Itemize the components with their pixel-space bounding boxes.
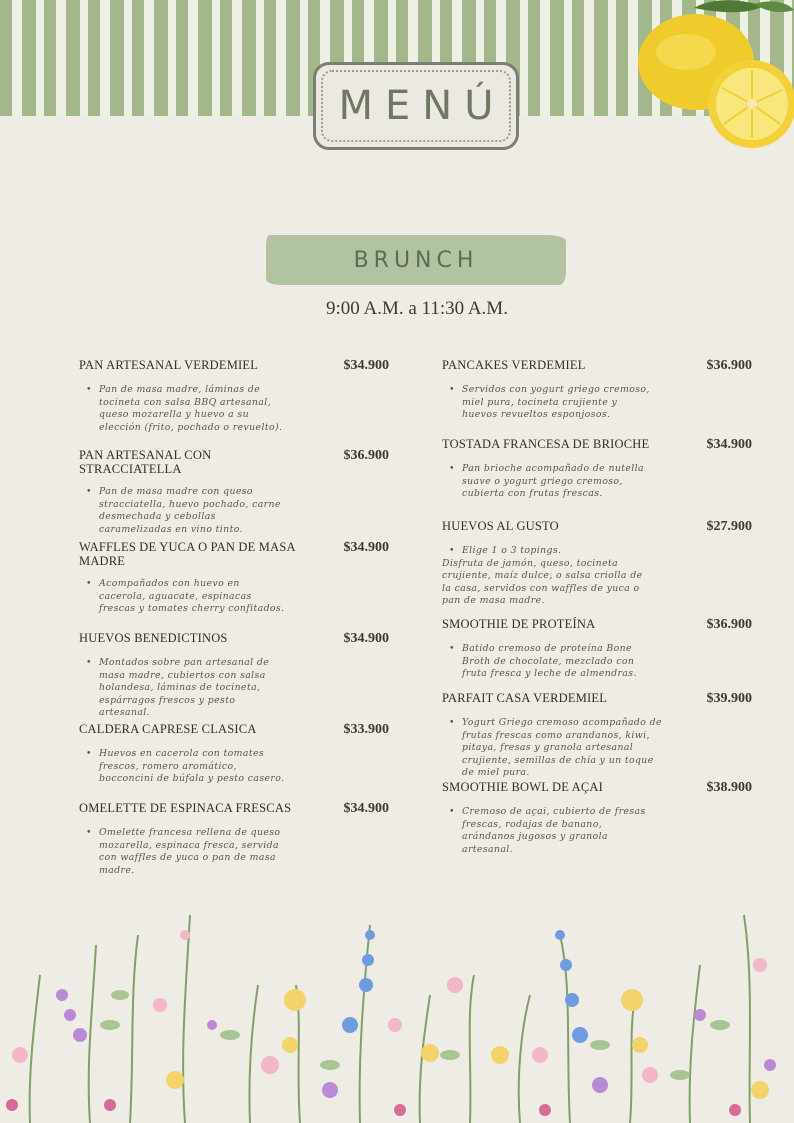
menu-item	[442, 358, 752, 422]
item-description: • Huevos en cacerola con tomates frescos, romero aromático, bocconcini de búfala y pesto casero.	[79, 748, 289, 786]
item-price: $36.900	[343, 448, 389, 463]
item-description: • Servidos con yogurt griego cremoso, miel pura, tocineta crujiente y huevos revueltos esponjosos.	[442, 384, 652, 422]
item-description: • Pan brioche acompañado de nutella suave o yogurt griego cremoso, cubierta con frutas frescas.	[442, 463, 652, 501]
item-description: • Cremoso de açai, cubierto de fresas frescas, rodajas de banano, arándanos jugosos y granola artesanal.	[442, 806, 652, 856]
menu-item	[79, 801, 389, 877]
item-name: OMELETTE DE ESPINACA FRESCAS	[79, 801, 292, 815]
item-price: $36.900	[706, 358, 752, 373]
menu-item	[442, 519, 752, 608]
item-description: • Omelette francesa rellena de queso mozarella, espinaca fresca, servida con waffles de yuca o pan de masa madre.	[79, 827, 289, 877]
item-price: $34.900	[706, 437, 752, 452]
item-name: PARFAIT CASA VERDEMIEL	[442, 691, 608, 705]
item-price: $34.900	[343, 631, 389, 646]
item-name: PAN ARTESANAL CON STRACCIATELLA	[79, 448, 212, 476]
menu-item	[79, 448, 389, 536]
item-name: HUEVOS AL GUSTO	[442, 519, 559, 533]
item-note: Disfruta de jamón, queso, tocineta crujiente, maíz dulce, o salsa criolla de la casa, servidos con waffles de yuca o pan de masa madre.	[442, 557, 643, 607]
item-name: HUEVOS BENEDICTINOS	[79, 631, 228, 645]
item-price: $39.900	[706, 691, 752, 706]
menu-item	[79, 631, 389, 720]
menu-item	[79, 722, 389, 786]
section-title: BRUNCH	[353, 247, 479, 273]
lemon-illustration	[634, 0, 794, 160]
menu-item	[442, 691, 752, 780]
item-name: TOSTADA FRANCESA DE BRIOCHE	[442, 437, 650, 451]
menu-item	[442, 617, 752, 681]
item-price: $36.900	[706, 617, 752, 632]
menu-item	[442, 437, 752, 501]
menu-title-label	[313, 62, 519, 150]
item-price: $33.900	[343, 722, 389, 737]
item-price: $34.900	[343, 801, 389, 816]
item-description: • Yogurt Griego cremoso acompañado de frutas frescas como arandanos, kiwi, pitaya, fresas y granola artesanal crujiente, semillas de chía y un toque de miel pura.	[442, 717, 667, 780]
item-name: PANCAKES VERDEMIEL	[442, 358, 586, 372]
item-description: • Acompañados con huevo en cacerola, aguacate, espinacas frescas y tomates cherry confitados.	[79, 578, 289, 616]
item-name: WAFFLES DE YUCA O PAN DE MASA MADRE	[79, 540, 296, 568]
menu-item	[442, 780, 752, 856]
item-name: SMOOTHIE DE PROTEÍNA	[442, 617, 596, 631]
item-name: CALDERA CAPRESE CLASICA	[79, 722, 257, 736]
item-description: • Batido cremoso de proteína Bone Broth de chocolate, mezclado con fruta fresca y leche de almendras.	[442, 643, 652, 681]
item-description: • Elige 1 o 3 topings.	[442, 545, 652, 558]
wildflower-meadow-illustration	[0, 905, 794, 1123]
item-price: $38.900	[706, 780, 752, 795]
item-price: $34.900	[343, 358, 389, 373]
brunch-section-band	[266, 235, 566, 285]
menu-item	[79, 358, 389, 434]
item-name: SMOOTHIE BOWL DE AÇAI	[442, 780, 604, 794]
item-price: $27.900	[706, 519, 752, 534]
item-description: • Montados sobre pan artesanal de masa madre, cubiertos con salsa holandesa, láminas de tocineta, espárragos frescos y pesto artesanal.	[79, 657, 289, 720]
item-price: $34.900	[343, 540, 389, 555]
item-description: • Pan de masa madre, láminas de tocineta con salsa BBQ artesanal, queso mozarella y huevo a su elección (frito, pochado o revuelto).	[79, 384, 289, 434]
service-hours: 9:00 A.M. a 11:30 A.M.	[326, 298, 508, 319]
item-name: PAN ARTESANAL VERDEMIEL	[79, 358, 259, 372]
item-description: • Pan de masa madre con queso stracciatella, huevo pochado, carne desmechada y cebollas caramelizadas en vino tinto.	[79, 486, 289, 536]
menu-item	[79, 540, 389, 616]
menu-title: MENÚ	[338, 83, 506, 129]
